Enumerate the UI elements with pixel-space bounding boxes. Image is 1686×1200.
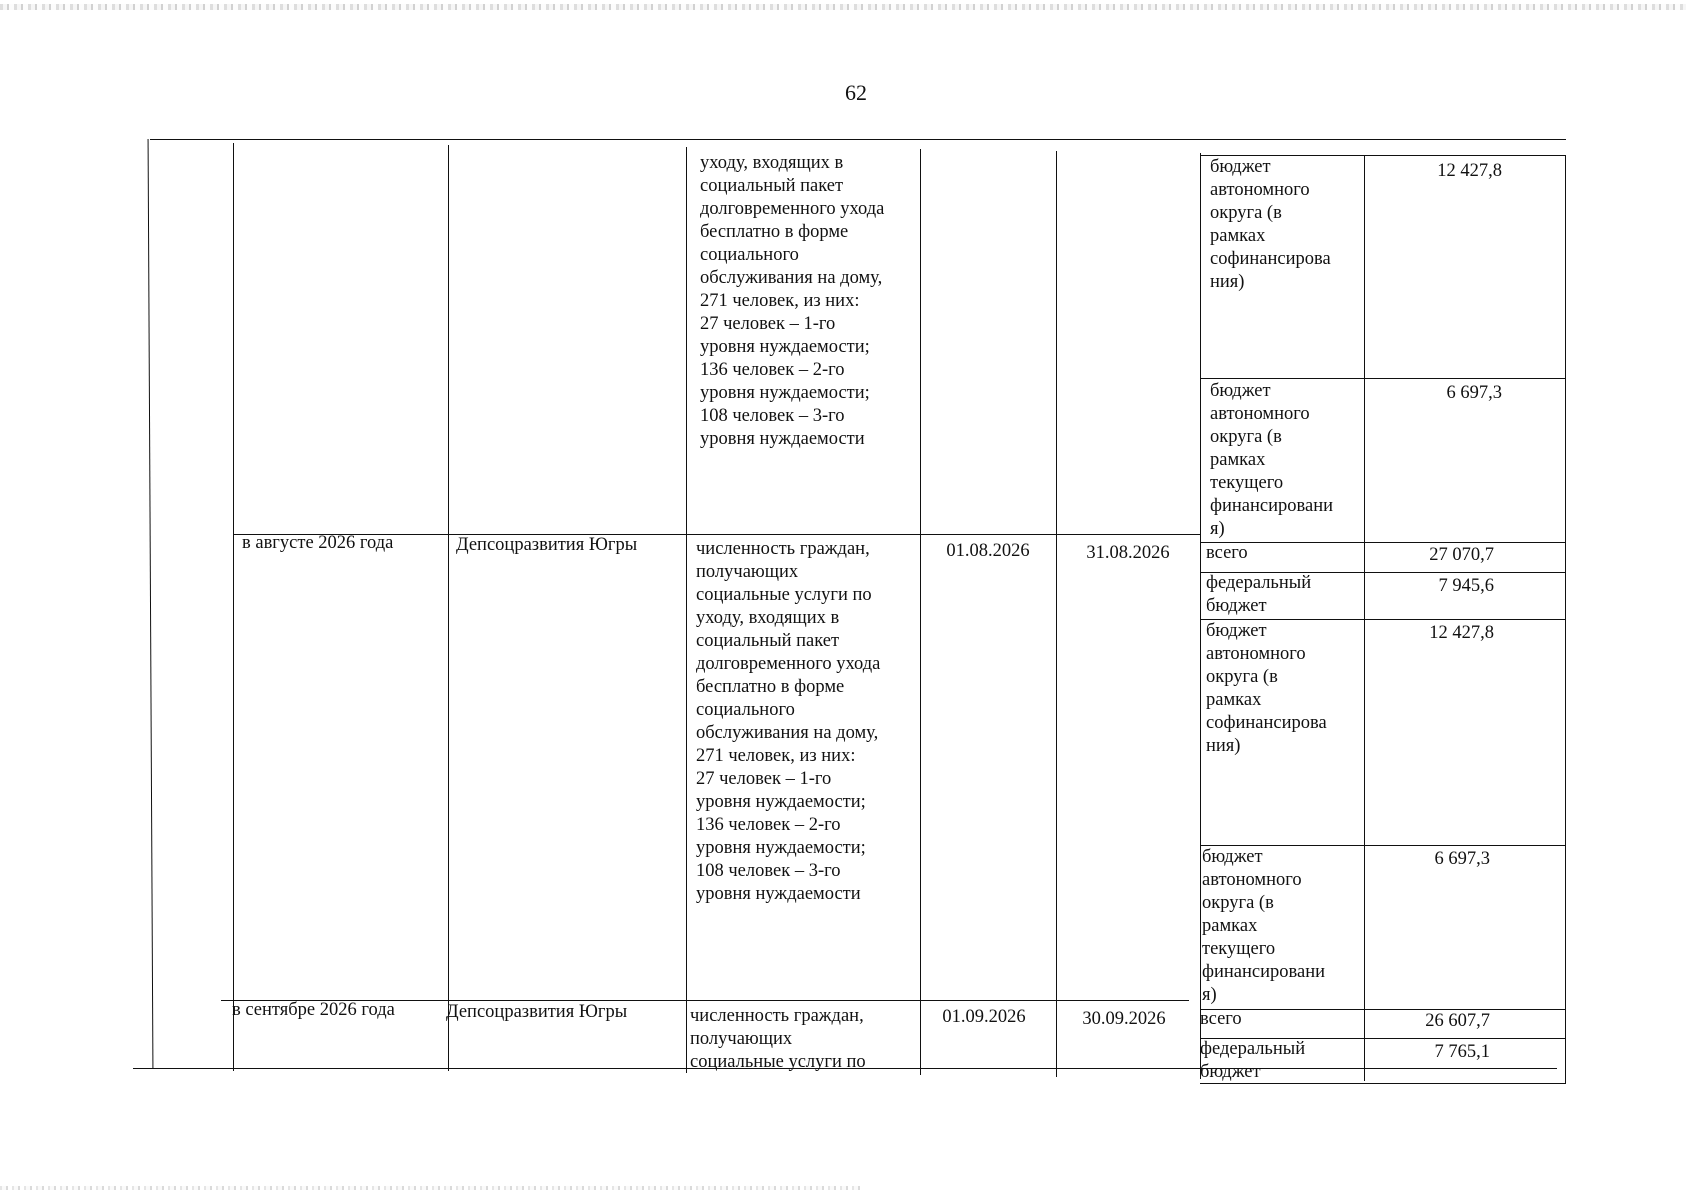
col-rule-5: [1056, 151, 1057, 1077]
finance-amount: 6 697,3: [1446, 383, 1502, 403]
finance-source: бюджет автономного округа (в рамках текущего финансировани я): [1210, 381, 1334, 539]
finance-amount: 6 697,3: [1434, 849, 1490, 869]
end-date: 31.08.2026: [1086, 543, 1170, 563]
indicator-text: уходу, входящих в социальный пакет долговременного ухода бесплатно в форме социального обслуживания на дому, 271 человек, из них: 27 человек – 1-го уровня нуждаемости; 136 человек – 2-го уровня нуждаемости; 108 человек – 3-го уровня нуждаемости: [700, 153, 885, 449]
col-rule-1: [233, 143, 234, 1071]
finance-source: бюджет автономного округа (в рамках софинансирова ния): [1206, 621, 1327, 756]
finance-amount: 7 945,6: [1438, 576, 1494, 596]
col-rule-4: [920, 149, 921, 1075]
start-date: 01.08.2026: [946, 541, 1030, 561]
finance-amount: 27 070,7: [1429, 545, 1494, 565]
finance-amount: 12 427,8: [1437, 161, 1502, 181]
finance-source: всего: [1206, 543, 1248, 563]
finance-source: федеральный бюджет: [1200, 1039, 1306, 1082]
finance-amount: 26 607,7: [1425, 1011, 1490, 1031]
executor-text: Депсоцразвития Югры: [456, 535, 638, 555]
indicator-text: численность граждан, получающих социальные услуги по: [690, 1006, 866, 1072]
finance-amount: 7 765,1: [1434, 1042, 1490, 1062]
col-rule-7: [1364, 155, 1365, 1081]
page-number: 62: [845, 80, 867, 105]
table-top-border: [150, 139, 1566, 140]
end-date: 30.09.2026: [1082, 1009, 1166, 1029]
finance-rule-2: [1200, 378, 1566, 379]
scan-edge-bottom: [0, 1186, 860, 1190]
executor-text: Депсоцразвития Югры: [446, 1002, 628, 1022]
start-date: 01.09.2026: [942, 1007, 1026, 1027]
col-rule-2: [448, 145, 449, 1071]
period-text: в августе 2026 года: [242, 533, 394, 553]
finance-source: бюджет автономного округа (в рамках текущего финансировани я): [1202, 847, 1326, 1005]
period-text: в сентябре 2026 года: [232, 1000, 395, 1020]
table-left-border: [148, 139, 154, 1069]
col-rule-6: [1200, 153, 1201, 1079]
scan-edge-top: [0, 4, 1686, 10]
finance-source: федеральный бюджет: [1206, 573, 1312, 616]
finance-source: всего: [1200, 1009, 1242, 1029]
indicator-text: численность граждан, получающих социальные услуги по уходу, входящих в социальный пакет долговременного ухода бесплатно в форме социального обслуживания на дому, 271 человек, из них: 27 человек – 1-го уровня нуждаемости; 136 человек – 2-го уровня нуждаемости; 108 человек – 3-го уровня нуждаемости: [696, 539, 881, 904]
finance-source: бюджет автономного округа (в рамках софинансирова ния): [1210, 157, 1331, 292]
col-rule-3: [686, 147, 687, 1073]
finance-amount: 12 427,8: [1429, 623, 1494, 643]
